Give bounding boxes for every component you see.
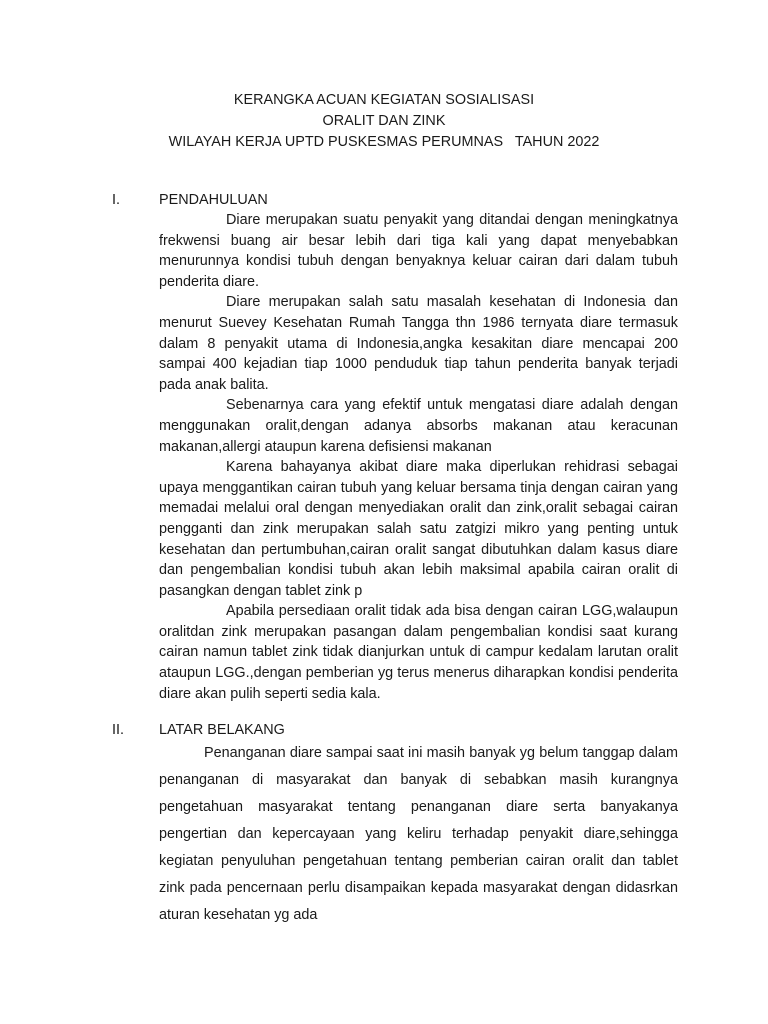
section-heading: LATAR BELAKANG bbox=[159, 722, 285, 738]
title-line-1: KERANGKA ACUAN KEGIATAN SOSIALISASI bbox=[233, 92, 535, 108]
section-number: II. bbox=[112, 722, 124, 738]
section-body bbox=[159, 740, 678, 929]
paragraph: Penanganan diare sampai saat ini masih banyak yg belum tanggap dalam penanganan di masyarakat dan banyak di sebabkan masih kurangnya pengetahuan masyarakat tentang penanganan diare serta banyakanya pengertian dan kepercayaan yang keliru terhadap penyakit diare,sehingga kegiatan penyuluhan pengetahuan tentang pemberian cairan oralit dan tablet zink pada pencernaan perlu disampaikan kepada masyarakat dengan didasrkan aturan kesehatan yg ada bbox=[159, 745, 678, 923]
title-line-2: ORALIT DAN ZINK bbox=[322, 113, 446, 129]
paragraph: Karena bahayanya akibat diare maka diperlukan rehidrasi sebagai upaya menggantikan cairan tubuh yang keluar bersama tinja dengan cairan yang memadai melalui oral dengan menyediakan oralit dan zink,oralit sebagai cairan pengganti dan zink merupakan salah satu zatgizi mikro yang penting untuk kesehatan dan pertumbuhan,cairan oralit sangat dibutuhkan dalam kasus diare dan pengembalian kondisi tubuh akan lebih maksimal apabila cairan oralit di pasangkan dengan tablet zink p bbox=[159, 459, 678, 599]
section-body bbox=[159, 210, 678, 704]
document-title bbox=[0, 90, 768, 153]
paragraph: Diare merupakan suatu penyakit yang ditandai dengan meningkatnya frekwensi buang air besar lebih dari tiga kali yang dapat menyebabkan menurunnya kondisi tubuh dengan benyaknya keluar cairan dari dalam tubuh penderita diare. bbox=[159, 212, 678, 290]
section-number: I. bbox=[112, 192, 120, 208]
paragraph: Apabila persediaan oralit tidak ada bisa dengan cairan LGG,walaupun oralitdan zink merupakan pasangan dalam pengembalian kondisi saat kurang cairan namun tablet zink tidak dianjurkan untuk di campur kedalam larutan oralit ataupun LGG.,dengan pemberian yg terus menerus diharapkan kondisi penderita diare akan pulih seperti sedia kala. bbox=[159, 603, 678, 702]
paragraph: Sebenarnya cara yang efektif untuk mengatasi diare adalah dengan menggunakan oralit,dengan adanya absorbs makanan atau keracunan makanan,allergi ataupun karena defisiensi makanan bbox=[159, 397, 678, 455]
section-heading: PENDAHULUAN bbox=[159, 192, 268, 208]
paragraph: Diare merupakan salah satu masalah kesehatan di Indonesia dan menurut Suevey Kesehatan Rumah Tangga thn 1986 ternyata diare termasuk dalam 8 penyakit utama di Indonesia,angka kesakitan diare mencapai 200 sampai 400 kejadian tiap 1000 penduduk tiap tahun penderita banyak terjadi pada anak balita. bbox=[159, 294, 678, 393]
title-line-3: WILAYAH KERJA UPTD PUSKESMAS PERUMNAS TAHUN 2022 bbox=[168, 134, 600, 150]
